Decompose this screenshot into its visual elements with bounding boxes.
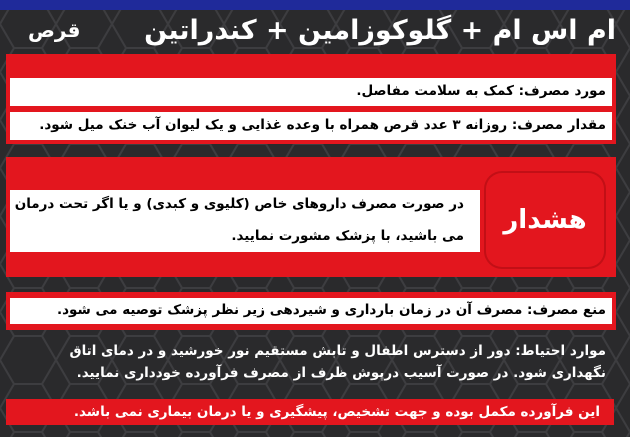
warning-badge xyxy=(484,171,606,269)
top-strip xyxy=(0,0,630,10)
warning-line-2: می باشید، با پزشک مشورت نمایید. xyxy=(231,228,464,244)
disclaimer-text: این فرآورده مکمل بوده و جهت تشخیص، پیشگیری و یا درمان بیماری نمی باشد. xyxy=(73,404,600,420)
warning-line-1: در صورت مصرف داروهای خاص (کلیوی و کبدی) و یا اگر تحت درمان xyxy=(14,196,464,212)
warning-badge-label: هشدار xyxy=(503,205,587,235)
precaution-line-2: نگهداری شود. در صورت آسیب درپوش ظرف از مصرف فرآورده خودداری نمایید. xyxy=(76,365,606,381)
product-form: قرص xyxy=(28,18,81,42)
header xyxy=(6,12,624,48)
contraindication-text: منع مصرف: مصرف آن در زمان بارداری و شیردهی زیر نظر پزشک توصیه می شود. xyxy=(57,302,606,318)
product-title: ام اس ام + گلوکوزامین + کندراتین xyxy=(144,14,616,46)
indication-text: مورد مصرف: کمک به سلامت مفاصل. xyxy=(356,83,606,99)
dosage-text: مقدار مصرف: روزانه ۳ عدد قرص همراه با وعده غذایی و یک لیوان آب خنک میل شود. xyxy=(39,117,606,133)
precaution-line-1: موارد احتیاط: دور از دسترس اطفال و تابش مستقیم نور خورشید و در دمای اتاق xyxy=(69,343,606,359)
